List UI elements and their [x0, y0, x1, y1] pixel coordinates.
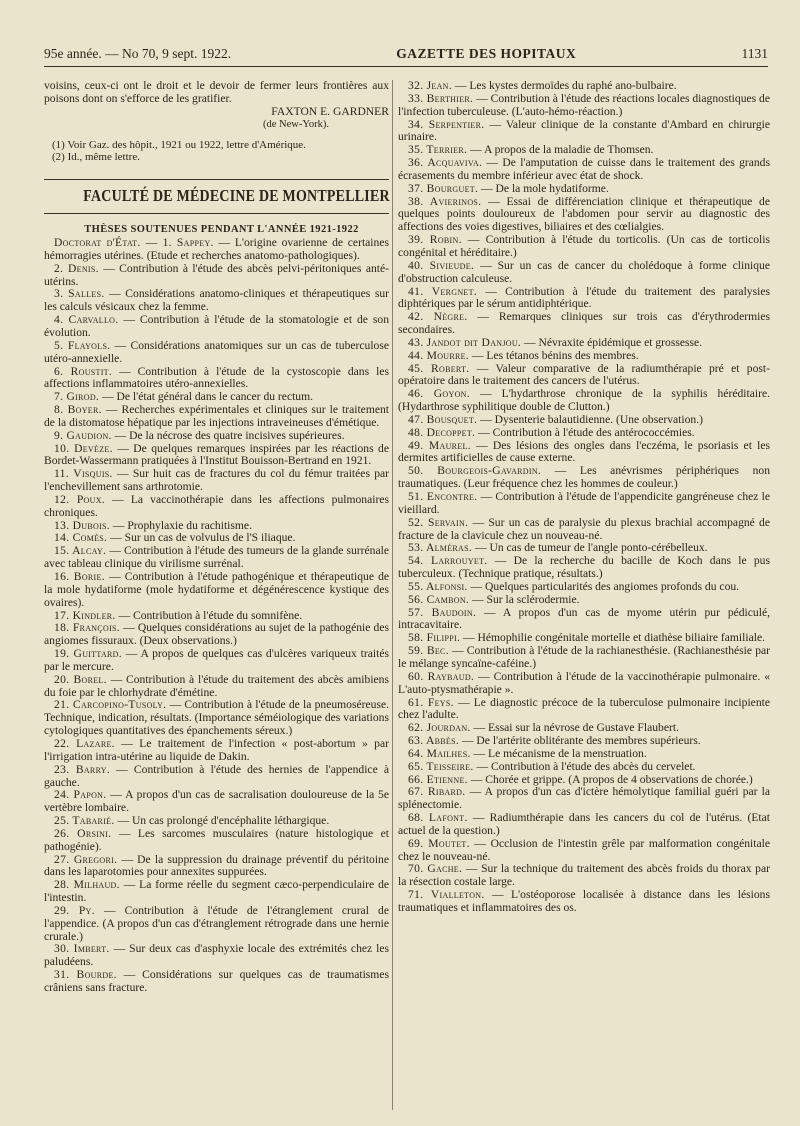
thesis-entry [44, 443, 389, 469]
thesis-title: — Prophylaxie du rachitisme. [109, 518, 252, 532]
section-subtitle: THÈSES SOUTENUES PENDANT L'ANNÉE 1921-1922 [84, 224, 359, 236]
thesis-entry [398, 697, 770, 723]
thesis-author: 39. Robin. [408, 233, 462, 247]
thesis-entry [398, 196, 770, 235]
thesis-entry [398, 465, 770, 491]
thesis-entry [398, 157, 770, 183]
thesis-list-left [44, 237, 389, 995]
thesis-entry [398, 671, 770, 697]
thesis-title: — A propos d'un cas de sacralisation douloureuse de la 5e vertèbre lombaire. [44, 788, 389, 815]
thesis-author: 43. Jandot dit Danjou. [408, 335, 522, 349]
thesis-title: — Sur deux cas d'asphyxie locale des extrémités chez les paludéens. [44, 942, 390, 969]
thesis-title: — Contribution à l'étude du traitement des abcès amibiens du foie par le chlorhydrate d'émétine. [44, 672, 389, 699]
thesis-entry [44, 789, 389, 815]
thesis-title: — Considérations anatomiques sur un cas de tuberculose utéro-annexielle. [44, 338, 389, 365]
thesis-author: 55. Alfonsi. [408, 579, 468, 593]
thesis-title: — Contribution à l'étude de l'appendicite gangréneuse chez le vieillard. [398, 490, 770, 516]
thesis-title: — Les anévrismes périphériques non traumatiques. (Leur fréquence chez les hommes de couleur.) [398, 464, 770, 491]
thesis-title: — Sur un cas de volvulus de l'S iliaque. [107, 531, 296, 545]
thesis-entry [398, 555, 770, 581]
thesis-title: — Essai sur la névrose de Gustave Flaubert. [470, 721, 679, 735]
thesis-entry [398, 889, 770, 915]
thesis-entry [44, 288, 389, 314]
thesis-title: — Radiumthérapie dans les cancers du col de l'utérus. (Etat actuel de la question.) [398, 811, 771, 837]
thesis-title: — La forme réelle du segment cæco-perpendiculaire de l'intestin. [44, 878, 390, 905]
thesis-author: 19. Guittard. [54, 647, 122, 661]
thesis-author: 27. Gregori. [54, 852, 118, 866]
thesis-title: — Névraxite épidémique et grossesse. [521, 335, 703, 349]
column-divider [392, 80, 393, 1110]
thesis-author: 30. Imbert. [54, 942, 110, 956]
thesis-entry [398, 491, 770, 517]
thesis-title: — Contribution à l'étude de l'étranglement crural de l'appendice. (A propos d'un cas d'étranglement rétrograde dans une hernie crurale.) [44, 903, 389, 943]
thesis-title: — Remarques cliniques sur trois cas d'érythrodermies secondaires. [398, 310, 770, 337]
thesis-author: 54. Larrouyet. [408, 554, 488, 568]
thesis-title: — Dysenterie balautidienne. (Une observation.) [477, 412, 703, 426]
thesis-title: — De la nécrose des quatre incisives supérieures. [111, 428, 345, 442]
thesis-author: 10. Devèze. [54, 441, 113, 455]
thesis-author: 71. Vialleton. [408, 888, 485, 902]
section-rule-top [44, 179, 389, 180]
thesis-author: 24. Papon. [54, 788, 107, 802]
thesis-title: — Sur un cas de paralysie du plexus brachial accompagné de fracture de la clavicule chez un nouveau-né. [398, 515, 771, 542]
author-location: (de New-York). [262, 118, 329, 130]
header-rule [44, 66, 768, 67]
thesis-title: — De la suppression du drainage préventif du péritoine dans les laparotomies pour annexites suppurées. [44, 852, 389, 879]
thesis-title: — Un cas prolongé d'encéphalite léthargique. [114, 814, 330, 828]
thesis-entry [398, 786, 770, 812]
thesis-title: — Des lésions des ongles dans l'eczéma, le psoriasis et les dermites artificielles de cause externe. [398, 438, 771, 465]
thesis-title: — Contribution à l'étude du somnifène. [115, 608, 303, 622]
section-rule-bottom [44, 213, 389, 214]
thesis-author: 20. Borel. [54, 672, 107, 686]
thesis-title: — Contribution à l'étude des réactions locales diagnostiques de l'infection tuberculeuse. (L'auto-hémo-réaction.) [398, 91, 770, 118]
thesis-entry [44, 314, 389, 340]
thesis-title: — De l'amputation de cuisse dans le traitement des grands écrasements du membre inférieur avec état de shock. [398, 156, 770, 182]
thesis-title: — A propos de quelques cas d'ulcères variqueux traités par le mercure. [44, 647, 389, 673]
thesis-entry [398, 388, 770, 414]
thesis-entry [398, 286, 770, 312]
thesis-title: — Sur la technique du traitement des abcès froids du thorax par la résection costale large. [398, 862, 770, 889]
thesis-entry [44, 648, 389, 674]
thesis-author: 8. Boyer. [54, 403, 102, 417]
thesis-entry [398, 119, 770, 145]
thesis-title: — Contribution à l'étude de la pneumoséreuse. Technique, indication, résultats. (Importance séméiologique des variations cytologiques quantitatives des épanchements séreux.) [44, 698, 389, 738]
thesis-entry [398, 863, 770, 889]
thesis-author: 51. Encontre. [408, 490, 478, 503]
footnotes [44, 139, 389, 163]
thesis-author: 25. Tabarié. [54, 814, 115, 828]
thesis-title: — Considérations anatomo-cliniques et thérapeutiques sur les calculs vésicaux chez la femme. [44, 287, 390, 314]
thesis-title: — Contribution à l'étude du torticolis. (Un cas de torticolis congénital et héréditaire.) [398, 233, 771, 259]
section-title: FACULTÉ DE MÉDECINE DE MONTPELLIER [83, 186, 390, 206]
thesis-author: 61. Feys. [408, 695, 454, 709]
thesis-title: — Les sarcomes musculaires (nature histologique et pathogénie). [44, 826, 389, 853]
thesis-title: — De l'état général dans le cancer du rectum. [99, 390, 314, 404]
thesis-author: 9. Gaudion. [54, 428, 112, 442]
page-number: 1131 [741, 46, 768, 61]
thesis-title: — Contribution à l'étude des abcès du cervelet. [473, 759, 696, 773]
issue-info: 95e année. — No 70, 9 sept. 1922. [44, 46, 232, 61]
thesis-author: 58. Filippi. [408, 631, 461, 645]
thesis-title: — De la recherche du bacille de Koch dans le pus tuberculeux. (Technique pratique, résultats.) [398, 554, 770, 581]
thesis-title: — Considérations sur quelques cas de traumatismes crâniens sans fracture. [44, 968, 389, 994]
thesis-title: — Sur un cas de cancer du cholédoque à forme clinique d'obstruction calculeuse. [398, 258, 770, 285]
thesis-author: 33. Berthier. [408, 91, 474, 105]
thesis-author: Doctorat d'État. — 1. Sappey. [54, 236, 214, 250]
thesis-entry [398, 645, 770, 671]
thesis-entry [44, 366, 389, 392]
thesis-title: — Sur la sclérodermie. [469, 592, 580, 606]
thesis-title: — Le diagnostic précoce de la tuberculose pulmonaire incipiente chez l'adulte. [398, 695, 770, 722]
thesis-title: — Les kystes dermoïdes du raphé ano-bulbaire. [451, 79, 677, 92]
thesis-author: 63. Abbès. [408, 734, 460, 748]
thesis-title: — L'origine ovarienne de certaines hémorragies utérines. (Etude et recherches anatomo-pathologiques). [44, 236, 389, 262]
thesis-entry [44, 969, 389, 995]
thesis-entry [44, 404, 389, 430]
thesis-entry [44, 263, 389, 289]
thesis-author: 31. Bourde. [54, 968, 117, 982]
thesis-author: 4. Carvallo. [54, 313, 119, 327]
thesis-title: — Contribution à l'étude des abcès pelvi-péritoniques anté-utérins. [44, 261, 389, 288]
thesis-entry [44, 468, 389, 494]
thesis-title: — Un cas de tumeur de l'angle ponto-cérébelleux. [472, 541, 708, 555]
thesis-entry [398, 440, 770, 466]
thesis-author: 15. Alcay. [54, 544, 107, 558]
thesis-title: — A propos de la maladie de Thomsen. [467, 143, 654, 157]
thesis-entry [44, 340, 389, 366]
intro-paragraph: voisins, ceux-ci ont le droit et le devoir de fermer leurs frontières aux poisons dont on s'efforce de les gratifier. [44, 79, 389, 105]
page-header [44, 40, 768, 62]
thesis-entry [398, 234, 770, 260]
thesis-author: 65. Teisseire. [408, 759, 474, 773]
thesis-author: 49. Maurel. [408, 438, 471, 452]
thesis-author: 12. Poux. [54, 492, 105, 506]
thesis-entry [44, 905, 389, 944]
thesis-list-right [398, 80, 770, 915]
thesis-entry [398, 93, 770, 119]
thesis-author: 47. Bousquet. [408, 412, 478, 426]
thesis-title: — Occlusion de l'intestin grêle par malformation congénitale chez le nouveau-né. [398, 836, 770, 863]
thesis-title: — Contribution à l'étude des antérococcémies. [475, 425, 695, 439]
footnote: (2) Id., même lettre. [52, 151, 140, 164]
thesis-author: 42. Nègre. [408, 310, 468, 324]
left-column [44, 80, 389, 995]
thesis-author: 67. Ribard. [408, 785, 466, 799]
thesis-author: 29. Py. [54, 903, 95, 917]
thesis-entry [44, 622, 389, 648]
thesis-author: 52. Servain. [408, 515, 469, 529]
thesis-title: — L'hydarthrose chronique de la syphilis héréditaire. (Hydarthrose syphilitique double de Clutton.) [398, 387, 770, 414]
thesis-author: 22. Lazare. [54, 736, 115, 750]
thesis-author: 13. Dubois. [54, 518, 110, 532]
thesis-entry [398, 517, 770, 543]
author-signature: FAXTON E. GARDNER [271, 104, 389, 118]
thesis-title: — Quelques particularités des angiomes profonds du cou. [467, 579, 740, 593]
thesis-author: 50. Bourgeois-Gavardin. [408, 464, 542, 478]
thesis-author: 7. Girod. [54, 390, 100, 404]
thesis-title: — Le mécanisme de la menstruation. [470, 746, 647, 760]
thesis-author: 18. François. [54, 621, 120, 635]
thesis-entry [44, 237, 389, 263]
thesis-author: 48. Decoppet. [408, 425, 476, 439]
thesis-author: 40. Sivieude. [408, 258, 475, 272]
thesis-entry [44, 738, 389, 764]
thesis-entry [44, 943, 389, 969]
thesis-author: 2. Denis. [54, 261, 99, 275]
thesis-author: 56. Cambon. [408, 592, 470, 606]
thesis-title: — De l'artérite oblitérante des membres supérieurs. [459, 734, 701, 748]
thesis-author: 36. Acquaviva. [408, 156, 483, 170]
thesis-author: 16. Borie. [54, 570, 105, 583]
thesis-entry [44, 545, 389, 571]
thesis-author: 23. Barry. [54, 762, 111, 776]
right-column [398, 80, 770, 915]
thesis-author: 11. Visquis. [54, 467, 113, 481]
thesis-author: 70. Gache. [408, 862, 463, 876]
thesis-entry [398, 607, 770, 633]
thesis-author: 69. Moutet. [408, 836, 470, 850]
thesis-title: — Contribution à l'étude du traitement des paralysies diphtériques par le sérum antidiphtérique. [398, 284, 770, 311]
footnote: (1) Voir Gaz. des hôpit., 1921 ou 1922, lettre d'Amérique. [52, 139, 306, 152]
thesis-author: 53. Alméras. [408, 541, 473, 555]
thesis-title: — Essai de différenciation clinique et thérapeutique de quelques points douloureux de l'abdomen pour servir au diagnostic des affections des voies digestives, biliaires et des cœlialgies. [398, 194, 770, 234]
thesis-entry [44, 879, 389, 905]
journal-title: GAZETTE DES HOPITAUX [396, 46, 577, 61]
thesis-entry [44, 699, 389, 738]
thesis-title: — Le traitement de l'infection « post-abortum » par l'irrigation intra-utérine au liquide de Dakin. [44, 736, 389, 763]
thesis-entry [44, 854, 389, 880]
thesis-author: 32. Jean. [408, 79, 452, 92]
thesis-author: 62. Jourdan. [408, 721, 471, 735]
thesis-author: 3. Salles. [54, 287, 105, 301]
thesis-title: — Valeur clinique de la constante d'Ambard en chirurgie urinaire. [398, 117, 770, 144]
thesis-title: — L'ostéoporose localisée à distance dans les lésions traumatiques et inflammatoires des os. [398, 888, 770, 914]
thesis-entry [398, 812, 770, 838]
thesis-title: — Contribution à l'étude de la rachianesthésie. (Rachianesthésie par le mélange syncaïne-caféine.) [398, 644, 771, 670]
thesis-author: 68. Lafont. [408, 811, 468, 825]
thesis-author: 66. Etienne. [408, 772, 468, 786]
thesis-title: — Contribution à l'étude de la vaccinothérapie pulmonaire. « L'auto-ptysmathérapie ». [398, 669, 770, 696]
thesis-title: — Contribution à l'étude de la cystoscopie dans les affections inflammatoires utéro-annexielles. [44, 364, 389, 391]
thesis-author: 34. Serpentier. [408, 117, 485, 131]
thesis-title: — Les tétanos bénins des membres. [469, 348, 639, 362]
thesis-author: 37. Bourguet. [408, 181, 479, 195]
thesis-author: 41. Vergnet. [408, 284, 477, 298]
thesis-title: — Recherches expérimentales et cliniques sur le traitement de la distomatose hépatique par les injections intraveineuses d'émétique. [44, 403, 390, 429]
thesis-entry [398, 311, 770, 337]
thesis-title: — De la mole hydatiforme. [478, 181, 609, 195]
thesis-author: 45. Robert. [408, 361, 470, 375]
thesis-entry [398, 260, 770, 286]
thesis-title: — Contribution à l'étude des hernies de l'appendice à gauche. [44, 762, 389, 789]
thesis-author: 35. Terrier. [408, 143, 468, 157]
thesis-author: 46. Goyon. [408, 387, 470, 401]
thesis-title: — A propos d'un cas de myome utérin pur pédiculé, intracavitaire. [398, 605, 770, 632]
thesis-author: 59. Bec. [408, 644, 449, 658]
thesis-title: — Hémophilie congénitale mortelle et diathèse biliaire familiale. [460, 631, 765, 645]
thesis-entry [44, 674, 389, 700]
thesis-title: — De quelques remarques inspirées par les réactions de Bordet-Wassermann pratiquées à l'Institut Bouisson-Bertrand en 1921. [44, 441, 389, 468]
thesis-title: — Valeur comparative de la radiumthérapie pré et post-opératoire dans le traitement des cancers de l'utérus. [398, 361, 770, 388]
thesis-entry [44, 571, 389, 610]
thesis-author: 6. Roustit. [54, 364, 113, 378]
thesis-author: 44. Mourre. [408, 348, 470, 362]
thesis-author: 17. Kindler. [54, 608, 116, 622]
thesis-author: 38. Avierinos. [408, 194, 482, 208]
thesis-title: — Chorée et grippe. (A propos de 4 observations de chorée.) [467, 772, 753, 786]
thesis-title: — La vaccinothérapie dans les affections pulmonaires chroniques. [44, 492, 389, 519]
thesis-title: — Contribution à l'étude de la stomatologie et de son évolution. [44, 313, 389, 339]
thesis-entry [44, 764, 389, 790]
thesis-entry [398, 838, 770, 864]
thesis-author: 60. Raybaud. [408, 669, 475, 683]
thesis-author: 5. Flayols. [54, 338, 111, 352]
thesis-author: 14. Comès. [54, 531, 108, 545]
thesis-author: 26. Orsini. [54, 826, 112, 840]
thesis-author: 21. Carcopino-Tusoly. [54, 698, 167, 712]
thesis-entry [44, 494, 389, 520]
thesis-entry [44, 828, 389, 854]
thesis-title: — Contribution à l'étude des tumeurs de la glande surrénale avec tableau clinique du virilisme surrénal. [44, 544, 389, 571]
thesis-title: — Contribution à l'étude pathogénique et thérapeutique de la mole hydatiforme (mole hydatiforme et dégénérescence kystique des ovaires). [44, 570, 390, 609]
thesis-title: — Sur huit cas de fractures du col du fémur traitées par l'enchevillement sans arthrotomie. [44, 467, 389, 494]
thesis-title: — A propos d'un cas d'ictère hémolytique familial guéri par la splénectomie. [398, 785, 771, 812]
thesis-entry [398, 363, 770, 389]
thesis-author: 64. Mailhes. [408, 746, 471, 760]
thesis-author: 28. Milhaud. [54, 878, 120, 892]
thesis-author: 57. Baudoin. [408, 605, 477, 619]
thesis-title: — Quelques considérations au sujet de la pathogénie des angiomes fissuraux. (Deux observations.) [44, 621, 390, 648]
